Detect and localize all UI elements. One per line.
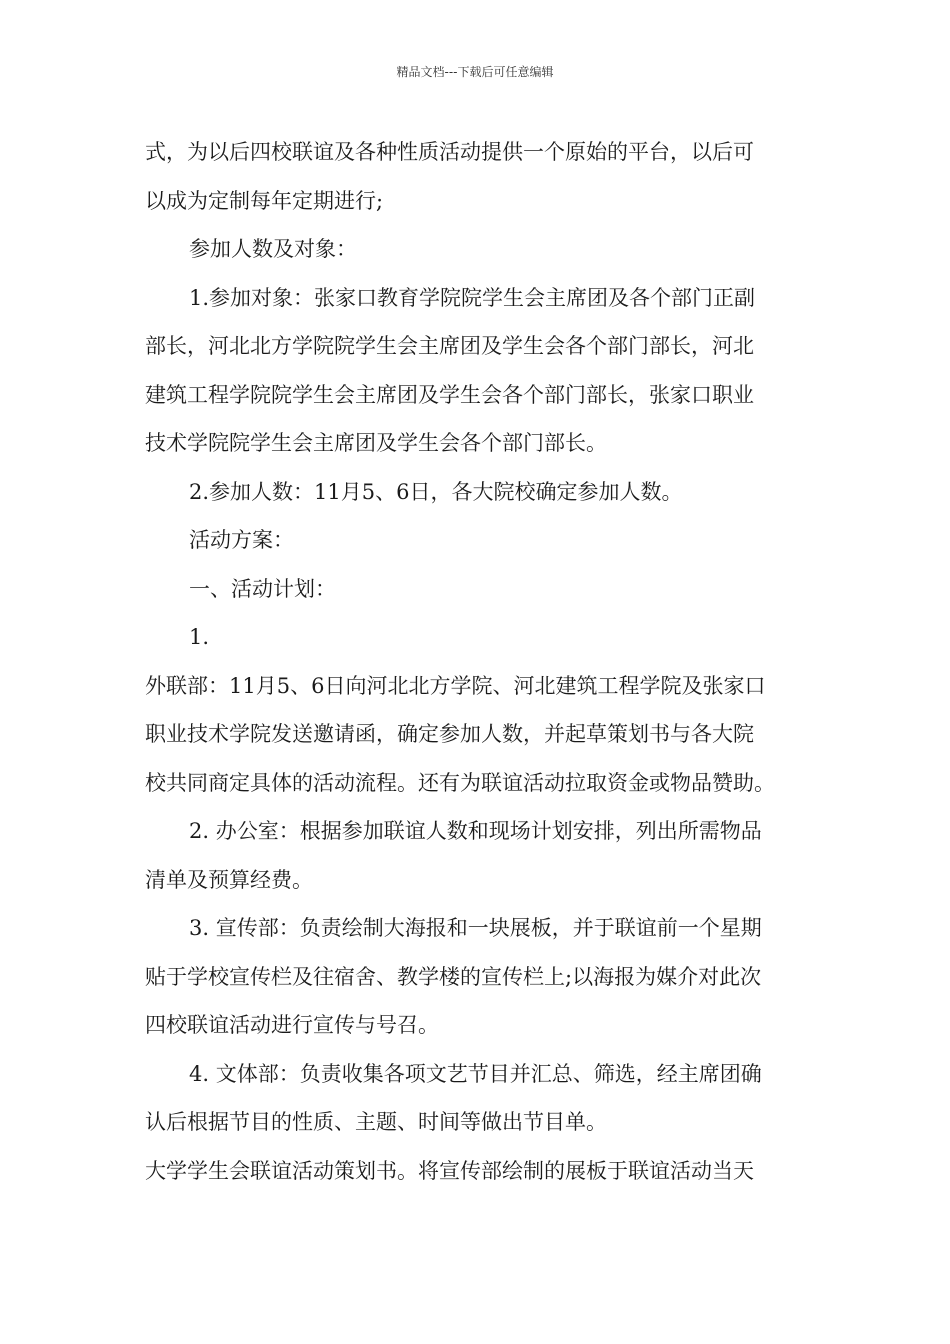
text-line: 认后根据节目的性质、主题、时间等做出节目单。 xyxy=(145,1110,607,1134)
text-line: 活动方案： xyxy=(189,528,294,552)
text-line: 以成为定制每年定期进行; xyxy=(145,188,384,213)
text-line: 2. 办公室：根据参加联谊人数和现场计划安排，列出所需物品 xyxy=(189,819,762,843)
text-line: 大学学生会联谊活动策划书。将宣传部绘制的展板于联谊活动当天 xyxy=(145,1158,754,1183)
page-header: 精品文档---下载后可任意编辑 xyxy=(396,65,554,79)
text-line: 校共同商定具体的活动流程。还有为联谊活动拉取资金或物品赞助。 xyxy=(145,770,775,795)
text-line: 部长，河北北方学院院学生会主席团及学生会各个部门部长，河北 xyxy=(145,334,754,358)
text-line: 式，为以后四校联谊及各种性质活动提供一个原始的平台，以后可 xyxy=(145,140,754,164)
text-line: 外联部：11月5、6日向河北北方学院、河北建筑工程学院及张家口 xyxy=(145,673,766,698)
text-line: 1.参加对象：张家口教育学院院学生会主席团及各个部门正副 xyxy=(189,285,756,310)
document-body xyxy=(145,128,810,1195)
text-line: 贴于学校宣传栏及往宿舍、教学楼的宣传栏上;以海报为媒介对此次 xyxy=(145,964,762,989)
text-line: 技术学院院学生会主席团及学生会各个部门部长。 xyxy=(145,431,607,455)
text-line: 1. xyxy=(189,625,210,649)
text-line: 一、活动计划： xyxy=(189,576,336,601)
text-line: 清单及预算经费。 xyxy=(145,867,313,892)
text-line: 建筑工程学院院学生会主席团及学生会各个部门部长，张家口职业 xyxy=(145,382,754,407)
text-line: 3. 宣传部：负责绘制大海报和一块展板，并于联谊前一个星期 xyxy=(189,916,762,940)
text-line: 2.参加人数：11月5、6日，各大院校确定参加人数。 xyxy=(189,479,683,504)
text-line: 四校联谊活动进行宣传与号召。 xyxy=(145,1013,439,1037)
text-line: 职业技术学院发送邀请函，确定参加人数，并起草策划书与各大院 xyxy=(145,722,754,746)
text-line: 4. 文体部：负责收集各项文艺节目并汇总、筛选，经主席团确 xyxy=(189,1061,762,1086)
text-line: 参加人数及对象： xyxy=(189,237,357,261)
